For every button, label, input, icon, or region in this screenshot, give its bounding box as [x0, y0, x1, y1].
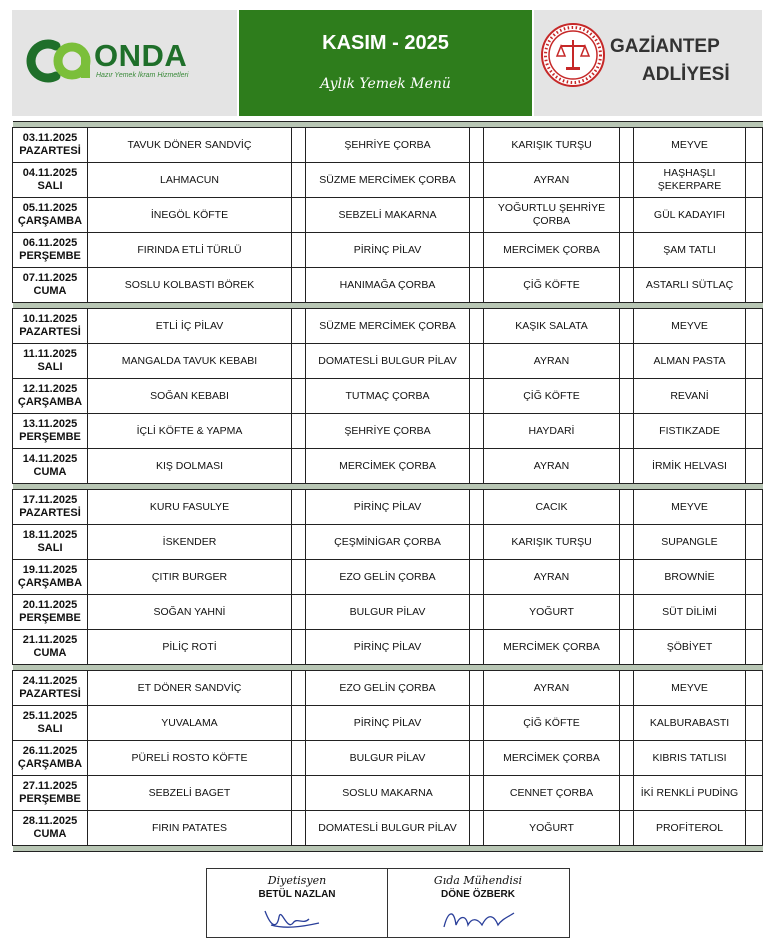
weekday-text: CUMA — [33, 647, 67, 659]
day-cell — [13, 490, 88, 525]
day-cell — [13, 776, 88, 811]
date-text: 10.11.2025 — [22, 313, 78, 325]
date-text: 14.11.2025 — [22, 453, 78, 465]
signature-dietitian — [207, 869, 388, 937]
spacer-cell — [292, 630, 306, 665]
dish-extra: KARIŞIK TURŞU — [484, 128, 620, 163]
dish-main: MANGALDA TAVUK KEBABI — [88, 344, 292, 379]
spacer-cell — [746, 449, 763, 484]
dish-dessert: FISTIKZADE — [634, 414, 746, 449]
dish-side: PİRİNÇ PİLAV — [306, 706, 470, 741]
dish-main: KIŞ DOLMASI — [88, 449, 292, 484]
dish-main: FIRINDA ETLİ TÜRLÜ — [88, 233, 292, 268]
spacer-cell — [746, 525, 763, 560]
menu-row — [13, 595, 763, 630]
spacer-cell — [292, 414, 306, 449]
menu-row — [13, 163, 763, 198]
weekday-text: ÇARŞAMBA — [17, 215, 83, 227]
dish-dessert: GÜL KADAYIFI — [634, 198, 746, 233]
brand-name: ONDA — [94, 38, 188, 73]
menu-row — [13, 811, 763, 846]
spacer-cell — [746, 379, 763, 414]
spacer-cell — [292, 741, 306, 776]
spacer-cell — [292, 560, 306, 595]
day-cell — [13, 344, 88, 379]
dish-main: KURU FASULYE — [88, 490, 292, 525]
spacer-cell — [470, 741, 484, 776]
spacer-cell — [292, 233, 306, 268]
dish-extra: HAYDARİ — [484, 414, 620, 449]
dish-extra: CACIK — [484, 490, 620, 525]
dish-dessert: İKİ RENKLİ PUDİNG — [634, 776, 746, 811]
weekday-text: PERŞEMBE — [19, 793, 81, 805]
spacer-cell — [470, 811, 484, 846]
dish-dessert: PROFİTEROL — [634, 811, 746, 846]
weekday-text: CUMA — [33, 285, 67, 297]
menu-row — [13, 379, 763, 414]
dish-side: MERCİMEK ÇORBA — [306, 449, 470, 484]
spacer-cell — [620, 706, 634, 741]
day-cell — [13, 449, 88, 484]
day-cell — [13, 560, 88, 595]
date-text: 05.11.2025 — [22, 202, 78, 214]
spacer-cell — [620, 776, 634, 811]
spacer-cell — [470, 309, 484, 344]
handwritten-signature-icon — [257, 905, 327, 933]
dish-dessert: ALMAN PASTA — [634, 344, 746, 379]
dish-extra: MERCİMEK ÇORBA — [484, 630, 620, 665]
dish-side: SOSLU MAKARNA — [306, 776, 470, 811]
dish-extra: YOĞURT — [484, 811, 620, 846]
dish-extra: ÇİĞ KÖFTE — [484, 706, 620, 741]
ministry-seal-icon — [540, 22, 606, 88]
spacer-cell — [746, 490, 763, 525]
spacer-cell — [470, 233, 484, 268]
menu-row — [13, 776, 763, 811]
spacer-cell — [620, 379, 634, 414]
dish-main: SOĞAN YAHNİ — [88, 595, 292, 630]
spacer-cell — [470, 671, 484, 706]
dish-extra: ÇİĞ KÖFTE — [484, 268, 620, 303]
week-separator — [13, 846, 763, 852]
dish-dessert: MEYVE — [634, 671, 746, 706]
dish-side: PİRİNÇ PİLAV — [306, 233, 470, 268]
dish-main: SOSLU KOLBASTI BÖREK — [88, 268, 292, 303]
spacer-cell — [292, 811, 306, 846]
dish-main: SEBZELİ BAGET — [88, 776, 292, 811]
date-text: 25.11.2025 — [22, 710, 78, 722]
dish-dessert: KALBURABASTI — [634, 706, 746, 741]
dish-side: ŞEHRİYE ÇORBA — [306, 414, 470, 449]
menu-subtitle: Aylık Yemek Menü — [320, 76, 451, 92]
menu-row — [13, 560, 763, 595]
menu-row — [13, 490, 763, 525]
day-cell — [13, 811, 88, 846]
dish-extra: AYRAN — [484, 344, 620, 379]
spacer-cell — [470, 706, 484, 741]
dish-dessert: HAŞHAŞLI ŞEKERPARE — [634, 163, 746, 198]
spacer-cell — [746, 344, 763, 379]
dish-side: BULGUR PİLAV — [306, 595, 470, 630]
day-cell — [13, 379, 88, 414]
spacer-cell — [746, 671, 763, 706]
spacer-cell — [746, 414, 763, 449]
weekday-text: PAZARTESİ — [19, 145, 81, 157]
spacer-cell — [470, 490, 484, 525]
weekday-text: SALI — [37, 361, 63, 373]
spacer-cell — [620, 595, 634, 630]
spacer-cell — [620, 449, 634, 484]
handwritten-signature-icon — [438, 905, 518, 933]
day-cell — [13, 309, 88, 344]
dish-dessert: ŞAM TATLI — [634, 233, 746, 268]
weekday-text: CUMA — [33, 828, 67, 840]
dish-main: TAVUK DÖNER SANDVİÇ — [88, 128, 292, 163]
menu-row — [13, 128, 763, 163]
weekday-text: PERŞEMBE — [19, 250, 81, 262]
date-text: 03.11.2025 — [22, 132, 78, 144]
spacer-cell — [470, 268, 484, 303]
court-name-line2: ADLİYESİ — [642, 64, 730, 85]
spacer-cell — [746, 233, 763, 268]
day-cell — [13, 525, 88, 560]
menu-row — [13, 741, 763, 776]
weekday-text: SALI — [37, 180, 63, 192]
spacer-cell — [746, 811, 763, 846]
dish-side: BULGUR PİLAV — [306, 741, 470, 776]
dish-extra: KARIŞIK TURŞU — [484, 525, 620, 560]
weekday-text: ÇARŞAMBA — [17, 396, 83, 408]
dish-main: PİLİÇ ROTİ — [88, 630, 292, 665]
spacer-cell — [292, 163, 306, 198]
menu-row — [13, 671, 763, 706]
signature-box — [206, 868, 570, 938]
spacer-cell — [746, 198, 763, 233]
menu-row — [13, 309, 763, 344]
date-text: 07.11.2025 — [22, 272, 78, 284]
spacer-cell — [746, 630, 763, 665]
weekday-text: PERŞEMBE — [19, 612, 81, 624]
date-text: 21.11.2025 — [22, 634, 78, 646]
day-cell — [13, 268, 88, 303]
dish-extra: AYRAN — [484, 671, 620, 706]
spacer-cell — [470, 379, 484, 414]
spacer-cell — [746, 595, 763, 630]
menu-row — [13, 198, 763, 233]
day-cell — [13, 630, 88, 665]
day-cell — [13, 233, 88, 268]
spacer-cell — [746, 560, 763, 595]
weekday-text: PAZARTESİ — [19, 326, 81, 338]
date-text: 24.11.2025 — [22, 675, 78, 687]
brand-panel — [12, 10, 237, 116]
brand-tagline: Hazır Yemek İkram Hizmetleri — [96, 72, 189, 79]
dish-extra: YOĞURT — [484, 595, 620, 630]
dish-extra: AYRAN — [484, 163, 620, 198]
dish-main: İNEGÖL KÖFTE — [88, 198, 292, 233]
spacer-cell — [620, 414, 634, 449]
signature-role: Diyetisyen — [267, 874, 327, 887]
day-cell — [13, 595, 88, 630]
menu-row — [13, 344, 763, 379]
spacer-cell — [292, 379, 306, 414]
menu-body — [13, 122, 763, 852]
dish-dessert: REVANİ — [634, 379, 746, 414]
signature-food-engineer — [388, 869, 568, 937]
spacer-cell — [746, 128, 763, 163]
spacer-cell — [470, 449, 484, 484]
dish-main: ÇITIR BURGER — [88, 560, 292, 595]
dish-dessert: MEYVE — [634, 309, 746, 344]
spacer-cell — [620, 233, 634, 268]
spacer-cell — [470, 414, 484, 449]
dish-side: SÜZME MERCİMEK ÇORBA — [306, 163, 470, 198]
dish-extra: AYRAN — [484, 560, 620, 595]
spacer-cell — [620, 309, 634, 344]
date-text: 12.11.2025 — [22, 383, 78, 395]
date-text: 20.11.2025 — [22, 599, 78, 611]
spacer-cell — [292, 309, 306, 344]
dish-main: YUVALAMA — [88, 706, 292, 741]
weekday-text: ÇARŞAMBA — [17, 758, 83, 770]
title-panel — [239, 10, 532, 116]
spacer-cell — [470, 776, 484, 811]
dish-dessert: ŞÖBİYET — [634, 630, 746, 665]
menu-row — [13, 414, 763, 449]
spacer-cell — [620, 525, 634, 560]
day-cell — [13, 198, 88, 233]
date-text: 06.11.2025 — [22, 237, 78, 249]
day-cell — [13, 671, 88, 706]
spacer-cell — [620, 163, 634, 198]
weekday-text: PAZARTESİ — [19, 507, 81, 519]
dish-main: İÇLİ KÖFTE & YAPMA — [88, 414, 292, 449]
spacer-cell — [292, 128, 306, 163]
spacer-cell — [620, 741, 634, 776]
spacer-cell — [292, 525, 306, 560]
dish-main: ET DÖNER SANDVİÇ — [88, 671, 292, 706]
spacer-cell — [470, 128, 484, 163]
weekday-text: PERŞEMBE — [19, 431, 81, 443]
signature-name: DÖNE ÖZBERK — [441, 889, 515, 900]
dish-main: SOĞAN KEBABI — [88, 379, 292, 414]
spacer-cell — [292, 706, 306, 741]
dish-dessert: SÜT DİLİMİ — [634, 595, 746, 630]
dish-dessert: ASTARLI SÜTLAÇ — [634, 268, 746, 303]
dish-main: LAHMACUN — [88, 163, 292, 198]
day-cell — [13, 163, 88, 198]
spacer-cell — [620, 560, 634, 595]
dish-side: EZO GELİN ÇORBA — [306, 560, 470, 595]
spacer-cell — [470, 560, 484, 595]
dish-side: SÜZME MERCİMEK ÇORBA — [306, 309, 470, 344]
menu-row — [13, 268, 763, 303]
date-text: 04.11.2025 — [22, 167, 78, 179]
dish-side: TUTMAÇ ÇORBA — [306, 379, 470, 414]
date-text: 27.11.2025 — [22, 780, 78, 792]
monthly-menu-table — [12, 121, 763, 852]
menu-row — [13, 706, 763, 741]
dish-extra: ÇİĞ KÖFTE — [484, 379, 620, 414]
dish-dessert: KIBRIS TATLISI — [634, 741, 746, 776]
dish-side: DOMATESLİ BULGUR PİLAV — [306, 811, 470, 846]
date-text: 11.11.2025 — [23, 348, 77, 360]
weekday-text: PAZARTESİ — [19, 688, 81, 700]
dish-dessert: MEYVE — [634, 490, 746, 525]
dish-extra: YOĞURTLU ŞEHRİYE ÇORBA — [484, 198, 620, 233]
day-cell — [13, 128, 88, 163]
day-cell — [13, 741, 88, 776]
spacer-cell — [470, 595, 484, 630]
onda-logo-icon — [26, 36, 92, 86]
spacer-cell — [620, 671, 634, 706]
day-cell — [13, 414, 88, 449]
date-text: 28.11.2025 — [22, 815, 78, 827]
spacer-cell — [620, 490, 634, 525]
spacer-cell — [746, 163, 763, 198]
dish-dessert: İRMİK HELVASI — [634, 449, 746, 484]
spacer-cell — [746, 706, 763, 741]
date-text: 18.11.2025 — [22, 529, 78, 541]
dish-side: ŞEHRİYE ÇORBA — [306, 128, 470, 163]
signature-role: Gıda Mühendisi — [433, 874, 523, 887]
dish-extra: KAŞIK SALATA — [484, 309, 620, 344]
dish-extra: CENNET ÇORBA — [484, 776, 620, 811]
dish-side: HANIMAĞA ÇORBA — [306, 268, 470, 303]
court-name-line1: GAZİANTEP — [610, 36, 720, 57]
dish-main: İSKENDER — [88, 525, 292, 560]
menu-row — [13, 449, 763, 484]
menu-row — [13, 630, 763, 665]
dish-extra: MERCİMEK ÇORBA — [484, 233, 620, 268]
spacer-cell — [746, 268, 763, 303]
spacer-cell — [746, 776, 763, 811]
page-header — [12, 10, 762, 116]
spacer-cell — [746, 741, 763, 776]
spacer-cell — [620, 344, 634, 379]
spacer-cell — [470, 344, 484, 379]
spacer-cell — [620, 128, 634, 163]
dish-side: EZO GELİN ÇORBA — [306, 671, 470, 706]
dish-main: PÜRELİ ROSTO KÖFTE — [88, 741, 292, 776]
week-separator-bar — [13, 846, 763, 852]
spacer-cell — [292, 776, 306, 811]
signature-name: BETÜL NAZLAN — [258, 889, 336, 900]
dish-extra: AYRAN — [484, 449, 620, 484]
spacer-cell — [620, 630, 634, 665]
day-cell — [13, 706, 88, 741]
dish-dessert: BROWNİE — [634, 560, 746, 595]
spacer-cell — [620, 198, 634, 233]
dish-side: ÇEŞMİNİGAR ÇORBA — [306, 525, 470, 560]
dish-dessert: SUPANGLE — [634, 525, 746, 560]
weekday-text: SALI — [37, 723, 63, 735]
spacer-cell — [292, 344, 306, 379]
menu-row — [13, 233, 763, 268]
dish-main: ETLİ İÇ PİLAV — [88, 309, 292, 344]
date-text: 17.11.2025 — [22, 494, 78, 506]
weekday-text: SALI — [37, 542, 63, 554]
dish-side: SEBZELİ MAKARNA — [306, 198, 470, 233]
spacer-cell — [746, 309, 763, 344]
dish-side: DOMATESLİ BULGUR PİLAV — [306, 344, 470, 379]
spacer-cell — [470, 198, 484, 233]
spacer-cell — [470, 163, 484, 198]
spacer-cell — [620, 268, 634, 303]
dish-main: FIRIN PATATES — [88, 811, 292, 846]
dish-dessert: MEYVE — [634, 128, 746, 163]
month-title: KASIM - 2025 — [322, 32, 449, 54]
date-text: 26.11.2025 — [22, 745, 78, 757]
spacer-cell — [292, 595, 306, 630]
dish-side: PİRİNÇ PİLAV — [306, 490, 470, 525]
date-text: 19.11.2025 — [22, 564, 78, 576]
spacer-cell — [292, 268, 306, 303]
menu-row — [13, 525, 763, 560]
spacer-cell — [620, 811, 634, 846]
spacer-cell — [292, 671, 306, 706]
spacer-cell — [292, 449, 306, 484]
spacer-cell — [292, 198, 306, 233]
spacer-cell — [292, 490, 306, 525]
court-panel — [534, 10, 762, 116]
date-text: 13.11.2025 — [22, 418, 78, 430]
weekday-text: ÇARŞAMBA — [17, 577, 83, 589]
dish-side: PİRİNÇ PİLAV — [306, 630, 470, 665]
dish-extra: MERCİMEK ÇORBA — [484, 741, 620, 776]
weekday-text: CUMA — [33, 466, 67, 478]
spacer-cell — [470, 525, 484, 560]
spacer-cell — [470, 630, 484, 665]
